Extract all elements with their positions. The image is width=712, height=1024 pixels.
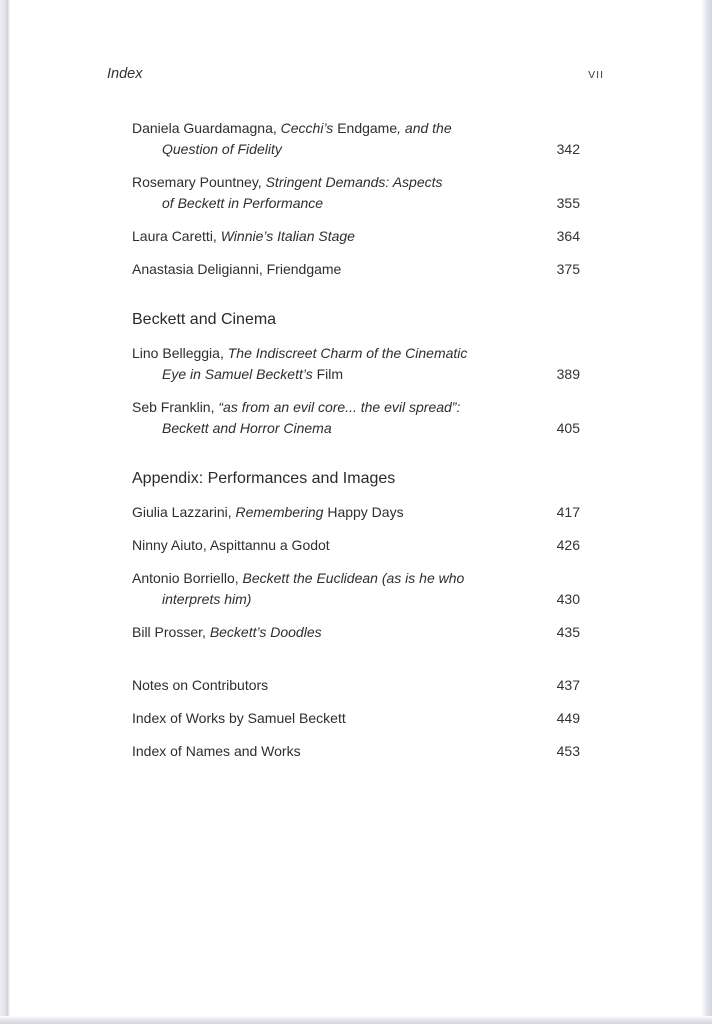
entry-title: Antonio Borriello, Beckett the Euclidean (as is he who interprets him) [132,570,465,607]
entry-title: Laura Caretti, Winnie’s Italian Stage [132,228,355,244]
toc-entry [132,118,580,160]
page-header [0,64,712,84]
entry-page-number: 435 [556,624,580,640]
entry-title: Seb Franklin, “as from an evil core... the evil spread”: Beckett and Horror Cinema [132,399,461,436]
entry-page-number: 437 [556,677,580,693]
toc-entry [132,226,580,247]
running-title: Index [107,66,143,82]
entry-page-number: 453 [556,743,580,759]
entry-page-number: 389 [556,366,580,382]
entry-page-number: 375 [556,261,580,277]
entry-page-number: 417 [556,504,580,520]
toc-entry [132,502,580,523]
entry-page-number: 449 [556,710,580,726]
entry-page-number: 342 [556,141,580,157]
toc-list [132,118,580,774]
folio-page-number: VII [588,69,604,81]
toc-entry [132,741,580,762]
toc-entry [132,622,580,643]
entry-title: Anastasia Deligianni, Friendgame [132,261,342,277]
entry-title: Lino Belleggia, The Indiscreet Charm of the Cinematic Eye in Samuel Beckett’s Film [132,345,468,382]
entry-title: Bill Prosser, Beckett’s Doodles [132,624,322,640]
entry-title: Index of Works by Samuel Beckett [132,710,346,726]
section-heading: Beckett and Cinema [132,311,277,328]
toc-entry [132,708,580,729]
section-heading: Appendix: Performances and Images [132,470,396,487]
entry-title: Daniela Guardamagna, Cecchi’s Endgame, and the Question of Fidelity [132,120,452,157]
entry-page-number: 364 [556,228,580,244]
toc-entry [132,343,580,385]
entry-page-number: 405 [556,420,580,436]
toc-entry [132,568,580,610]
entry-title: Notes on Contributors [132,677,269,693]
toc-entry [132,675,580,696]
toc-entry [132,535,580,556]
entry-page-number: 426 [556,537,580,553]
page-edge-bottom [0,1016,712,1024]
entry-page-number: 355 [556,195,580,211]
toc-entry [132,259,580,280]
toc-entry [132,172,580,214]
entry-title: Ninny Aiuto, Aspittannu a Godot [132,537,330,553]
entry-title: Rosemary Pountney, Stringent Demands: Aspects of Beckett in Performance [132,174,443,211]
toc-entry [132,397,580,439]
entry-title: Index of Names and Works [132,743,301,759]
entry-title: Giulia Lazzarini, Remembering Happy Days [132,504,404,520]
entry-page-number: 430 [556,591,580,607]
